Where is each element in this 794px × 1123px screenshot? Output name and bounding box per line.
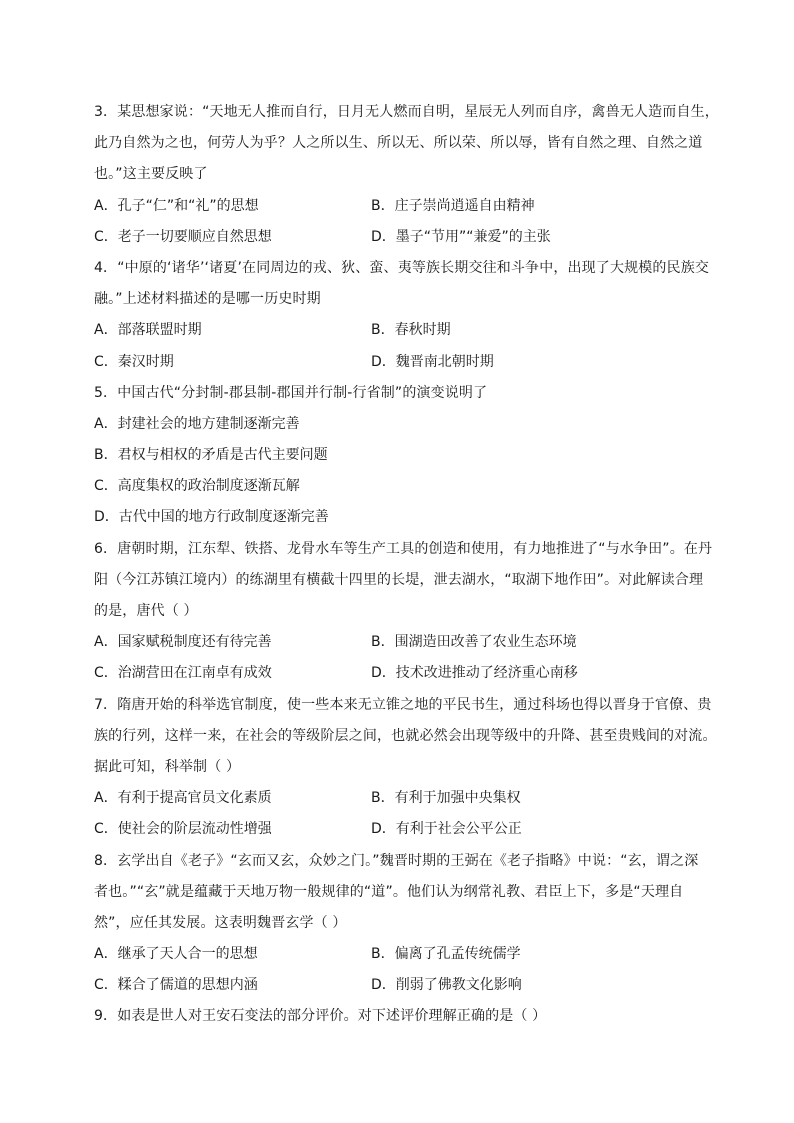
question-stem-line: 6．唐朝时期，江东犁、铁搭、龙骨水车等生产工具的创造和使用，有力地推进了“与水争田”。在丹 [94, 540, 713, 557]
option-row [94, 939, 754, 970]
option-b: B．围湖造田改善了农业生态环境 [371, 634, 577, 651]
option-d: D．削弱了佛教文化影响 [371, 977, 522, 994]
question-stem-line: 8．玄学出自《老子》“玄而又玄，众妙之门。”魏晋时期的王弼在《老子指略》中说：“玄，谓之深 [94, 852, 699, 869]
option-b: B．庄子崇尚逍遥自由精神 [371, 197, 535, 214]
option-a: A．继承了天人合一的思想 [94, 946, 258, 963]
question-stem-line: 也。”这主要反映了 [94, 166, 208, 183]
question-stem-line: 族的行列，这样一来，在社会的等级阶层之间，也就必然会出现等级中的升降、甚至贵贱间的对流。 [94, 727, 717, 744]
question-stem-line: 然”，应任其发展。这表明魏晋玄学（ ） [94, 914, 347, 931]
option-a: A．部落联盟时期 [94, 322, 202, 339]
option-d: D．魏晋南北朝时期 [371, 353, 494, 370]
option-d: D．墨子“节用”“兼爱”的主张 [371, 228, 551, 245]
option-row [94, 627, 754, 658]
option-c: C．老子一切要顺应自然思想 [94, 228, 272, 245]
option-c: C．治湖营田在江南卓有成效 [94, 665, 272, 682]
question-5 [94, 378, 754, 534]
option-b: B．春秋时期 [371, 322, 451, 339]
question-4 [94, 253, 754, 378]
option-row [94, 222, 754, 253]
option-a: A．有利于提高官员文化素质 [94, 790, 272, 807]
question-stem-line: 阳（今江苏镇江境内）的练湖里有横截十四里的长堤，泄去湖水，“取湖下地作田”。对此解读合理 [94, 571, 704, 588]
question-8 [94, 846, 754, 1002]
question-stem-line: 据此可知，科举制（ ） [94, 758, 241, 775]
question-7 [94, 690, 754, 846]
option-row [94, 814, 754, 845]
option-c: C．秦汉时期 [94, 353, 174, 370]
option-a: A．国家赋税制度还有待完善 [94, 634, 272, 651]
option-c: C．使社会的阶层流动性增强 [94, 821, 272, 838]
option-row [94, 347, 754, 378]
question-stem-line: 7．隋唐开始的科举选官制度，使一些本来无立锥之地的平民书生，通过科场也得以晋身于官僚、贵 [94, 696, 712, 713]
option-b: B．偏离了孔孟传统儒学 [371, 946, 521, 963]
question-3 [94, 97, 754, 253]
question-stem-line: 5．中国古代“分封制-郡县制-郡国并行制-行省制”的演变说明了 [94, 384, 488, 401]
question-stem-line: 4．“中原的‘诸华’‘诸夏’在同周边的戎、狄、蛮、夷等族长期交往和斗争中，出现了大规模的民族交 [94, 259, 710, 276]
option-row [94, 970, 754, 1001]
option-b: B．君权与相权的矛盾是古代主要问题 [94, 447, 328, 464]
option-row [94, 783, 754, 814]
option-c: C．高度集权的政治制度逐渐瓦解 [94, 478, 300, 495]
question-stem-line: 融。”上述材料描述的是哪一历史时期 [94, 291, 321, 308]
option-row [94, 315, 754, 346]
option-d: D．古代中国的地方行政制度逐渐完善 [94, 509, 329, 526]
option-b: B．有利于加强中央集权 [371, 790, 521, 807]
question-9 [94, 1001, 754, 1032]
option-row [94, 658, 754, 689]
question-stem-line: 3．某思想家说：“天地无人推而自行，日月无人燃而自明，星辰无人列而自序，禽兽无人造而自生， [94, 104, 719, 120]
question-stem-line: 此乃自然为之也，何劳人为乎？人之所以生、所以无、所以荣、所以辱，皆有自然之理、自然之道 [94, 135, 703, 152]
option-d: D．有利于社会公平公正 [371, 821, 522, 838]
question-stem-line: 的是，唐代（ ） [94, 603, 198, 619]
option-a: A．孔子“仁”和“礼”的思想 [94, 197, 259, 214]
question-stem-line: 9．如表是世人对王安石变法的部分评价。对下述评价理解正确的是（ ） [94, 1008, 547, 1025]
option-c: C．糅合了儒道的思想内涵 [94, 977, 258, 994]
option-a: A．封建社会的地方建制逐渐完善 [94, 415, 300, 432]
option-row [94, 191, 754, 222]
option-d: D．技术改进推动了经济重心南移 [371, 665, 578, 682]
question-stem-line: 者也。”“玄”就是蕴藏于天地万物一般规律的“道”。他们认为纲常礼教、君臣上下，多是“天理自 [94, 883, 684, 900]
question-6 [94, 534, 754, 690]
